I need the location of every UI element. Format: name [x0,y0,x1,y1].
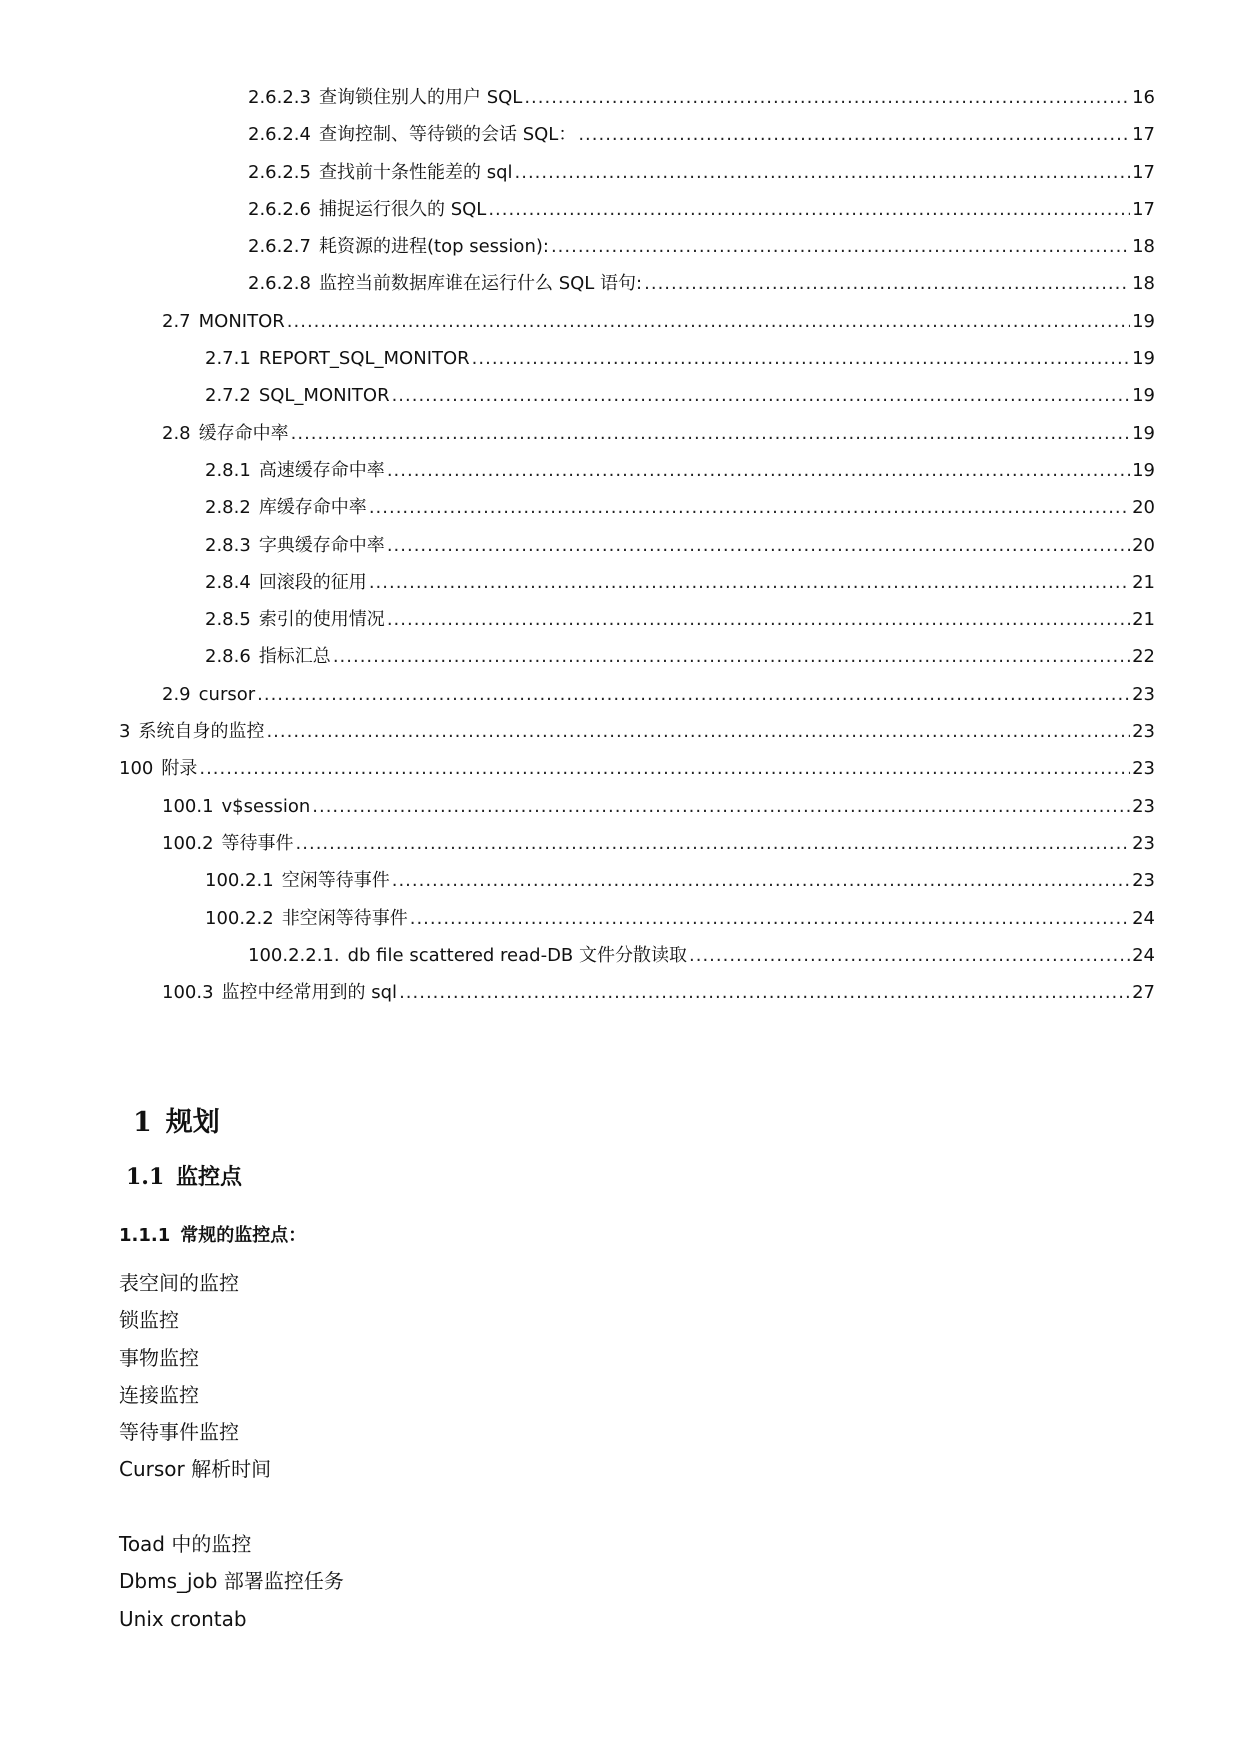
toc-page-number: 19 [1132,310,1155,332]
toc-entry-content [205,452,1155,489]
toc-entry-content [205,900,1155,937]
toc-number: 100.2.1 [205,870,274,892]
toc-page-number: 16 [1132,87,1155,108]
toc-leader-dots [551,228,1130,265]
toc-title: 系统自身的监控 [138,721,265,743]
toc-leader-dots [333,638,1130,675]
toc-title: v$session [221,795,311,817]
monitor-item: 连接监控 [119,1382,199,1407]
toc-number: 2.8.1 [205,459,251,481]
toc-entry-content [248,191,1155,228]
toc-number: 2.8.4 [205,571,251,593]
toc-entry[interactable] [0,489,1241,526]
monitor-item: 事物监控 [119,1345,199,1370]
toc-entry-content [248,265,1155,302]
toc-number: 2.7.1 [205,348,251,370]
toc-entry[interactable] [0,154,1241,191]
toc-entry-content [205,377,1155,414]
toc-entry[interactable] [0,564,1241,601]
toc-leader-dots [410,900,1130,937]
toc-entry[interactable] [0,452,1241,489]
toc-entry[interactable] [0,638,1241,675]
toc-entry-content [248,116,1155,153]
toc-entry-content [162,788,1155,825]
toc-number: 2.6.2.5 [248,161,311,183]
toc-number: 100.1 [162,795,214,817]
toc-number: 2.6.2.6 [248,198,311,220]
toc-entry-content [248,79,1155,116]
toc-entry-content [162,303,1155,340]
tool-item: Unix crontab [119,1606,247,1631]
toc-leader-dots [392,862,1130,899]
table-of-contents [0,79,1241,1011]
toc-page-number: 23 [1132,758,1155,780]
toc-title: 捕捉运行很久的 SQL [318,198,487,220]
toc-entry-content [162,974,1155,1011]
toc-page-number: 18 [1132,236,1155,258]
toc-title: 查询控制、等待锁的会话 SQL： [318,124,577,146]
toc-entry-content [248,154,1155,191]
toc-number: 2.8.3 [205,534,251,556]
toc-page-number: 17 [1132,198,1155,220]
toc-page-number: 19 [1132,348,1155,370]
toc-page-number: 21 [1132,571,1155,593]
toc-entry[interactable] [0,303,1241,340]
toc-number: 100.3 [162,982,214,1004]
toc-leader-dots [312,788,1130,825]
toc-number: 2.8.2 [205,497,251,519]
spacer [119,1489,344,1526]
toc-entry[interactable] [0,676,1241,713]
toc-entry[interactable] [0,340,1241,377]
toc-entry[interactable] [0,601,1241,638]
toc-entry-content [205,527,1155,564]
toc-page-number: 23 [1132,870,1155,892]
toc-entry-content [119,750,1155,787]
monitor-item: 表空间的监控 [119,1271,239,1295]
heading-number: 1 [133,1107,152,1138]
toc-page-number: 19 [1132,459,1155,481]
toc-page-number: 18 [1132,273,1155,295]
heading-number: 1.1 [126,1164,165,1190]
toc-entry[interactable] [0,415,1241,452]
toc-title: db file scattered read-DB 文件分散读取 [347,944,687,966]
heading-title: 常规的监控点： [180,1225,307,1246]
toc-leader-dots [578,116,1130,153]
toc-title: 空闲等待事件 [281,870,390,892]
toc-title: 非空闲等待事件 [281,907,408,929]
toc-entry[interactable] [0,900,1241,937]
toc-entry[interactable] [0,228,1241,265]
toc-leader-dots [369,489,1130,526]
toc-page-number: 24 [1132,907,1155,929]
toc-entry-content [248,937,1155,974]
toc-title: cursor [198,683,256,705]
toc-title: 监控当前数据库谁在运行什么 SQL 语句: [318,273,643,295]
body-text [119,1265,344,1638]
toc-page-number: 20 [1132,534,1155,556]
heading-level-1 [133,1100,220,1139]
toc-number: 3 [119,721,131,743]
toc-title: 监控中经常用到的 sql [221,982,398,1004]
toc-leader-dots [287,303,1130,340]
toc-entry[interactable] [0,79,1241,116]
toc-entry-content [205,862,1155,899]
toc-entry[interactable] [0,191,1241,228]
toc-number: 2.7 [162,310,191,332]
toc-leader-dots [199,750,1130,787]
toc-entry-content [119,713,1155,750]
toc-page-number: 21 [1132,609,1155,631]
toc-entry[interactable] [0,750,1241,787]
heading-title: 监控点 [175,1164,242,1190]
toc-leader-dots [524,79,1130,116]
toc-number: 2.7.2 [205,385,251,407]
toc-entry-content [162,825,1155,862]
toc-number: 2.6.2.8 [248,273,311,295]
toc-leader-dots [291,415,1130,452]
toc-leader-dots [387,452,1130,489]
heading-level-3 [119,1221,306,1247]
toc-page-number: 24 [1132,944,1155,966]
toc-page-number: 19 [1132,422,1155,444]
toc-number: 2.6.2.3 [248,87,311,108]
toc-title: SQL_MONITOR [258,385,390,407]
toc-entry[interactable] [0,937,1241,974]
toc-page-number: 20 [1132,497,1155,519]
toc-number: 2.6.2.7 [248,236,311,258]
toc-title: 查询锁住别人的用户 SQL [318,87,523,108]
toc-page-number: 17 [1132,161,1155,183]
toc-leader-dots [387,601,1130,638]
toc-number: 100.2 [162,832,214,854]
heading-number: 1.1.1 [119,1225,171,1246]
monitor-item: 等待事件监控 [119,1420,239,1445]
toc-page-number: 23 [1132,832,1155,854]
toc-title: 耗资源的进程(top session): [318,236,549,258]
toc-page-number: 17 [1132,124,1155,146]
toc-entry[interactable] [0,788,1241,825]
toc-title: 等待事件 [221,832,294,854]
toc-title: 库缓存命中率 [258,497,367,519]
toc-number: 100.2.2.1. [248,944,340,966]
toc-entry-content [248,228,1155,265]
toc-title: MONITOR [198,310,285,332]
toc-entry[interactable] [0,377,1241,414]
toc-entry[interactable] [0,862,1241,899]
toc-title: 查找前十条性能差的 sql [318,161,513,183]
toc-page-number: 23 [1132,795,1155,817]
toc-entry[interactable] [0,527,1241,564]
toc-title: 索引的使用情况 [258,609,385,631]
monitor-item: Cursor 解析时间 [119,1457,272,1482]
toc-leader-dots [257,676,1130,713]
toc-leader-dots [387,527,1130,564]
heading-title: 规划 [165,1107,220,1138]
toc-entry[interactable] [0,825,1241,862]
toc-title: 缓存命中率 [198,422,289,444]
toc-entry[interactable] [0,265,1241,302]
toc-entry-content [162,676,1155,713]
toc-number: 2.8.5 [205,609,251,631]
tool-item: Dbms_job 部署监控任务 [119,1569,344,1594]
toc-title: 高速缓存命中率 [258,459,385,481]
toc-title: 附录 [161,758,198,780]
toc-entry[interactable] [0,974,1241,1011]
toc-page-number: 19 [1132,385,1155,407]
toc-leader-dots [369,564,1130,601]
toc-entry-content [205,340,1155,377]
toc-entry-content [205,489,1155,526]
monitor-item: 锁监控 [119,1308,179,1333]
toc-number: 2.9 [162,683,191,705]
toc-leader-dots [515,154,1131,191]
toc-entry-content [205,564,1155,601]
toc-number: 2.8.6 [205,646,251,668]
toc-entry-content [162,415,1155,452]
toc-title: 指标汇总 [258,646,331,668]
toc-page-number: 22 [1132,646,1155,668]
heading-level-2 [126,1160,242,1191]
toc-number: 2.8 [162,422,191,444]
toc-leader-dots [488,191,1130,228]
tool-item: Toad 中的监控 [119,1532,252,1557]
toc-leader-dots [399,974,1130,1011]
toc-page-number: 27 [1132,982,1155,1004]
toc-entry[interactable] [0,713,1241,750]
toc-leader-dots [296,825,1131,862]
toc-title: 回滚段的征用 [258,571,367,593]
toc-page-number: 23 [1132,683,1155,705]
toc-page-number: 23 [1132,721,1155,743]
toc-leader-dots [644,265,1130,302]
toc-leader-dots [689,937,1130,974]
toc-number: 2.6.2.4 [248,124,311,146]
toc-entry-content [205,638,1155,675]
toc-leader-dots [472,340,1130,377]
toc-leader-dots [392,377,1131,414]
toc-leader-dots [266,713,1130,750]
toc-title: 字典缓存命中率 [258,534,385,556]
toc-entry[interactable] [0,116,1241,153]
toc-title: REPORT_SQL_MONITOR [258,348,470,370]
toc-number: 100 [119,758,154,780]
toc-number: 100.2.2 [205,907,274,929]
toc-entry-content [205,601,1155,638]
